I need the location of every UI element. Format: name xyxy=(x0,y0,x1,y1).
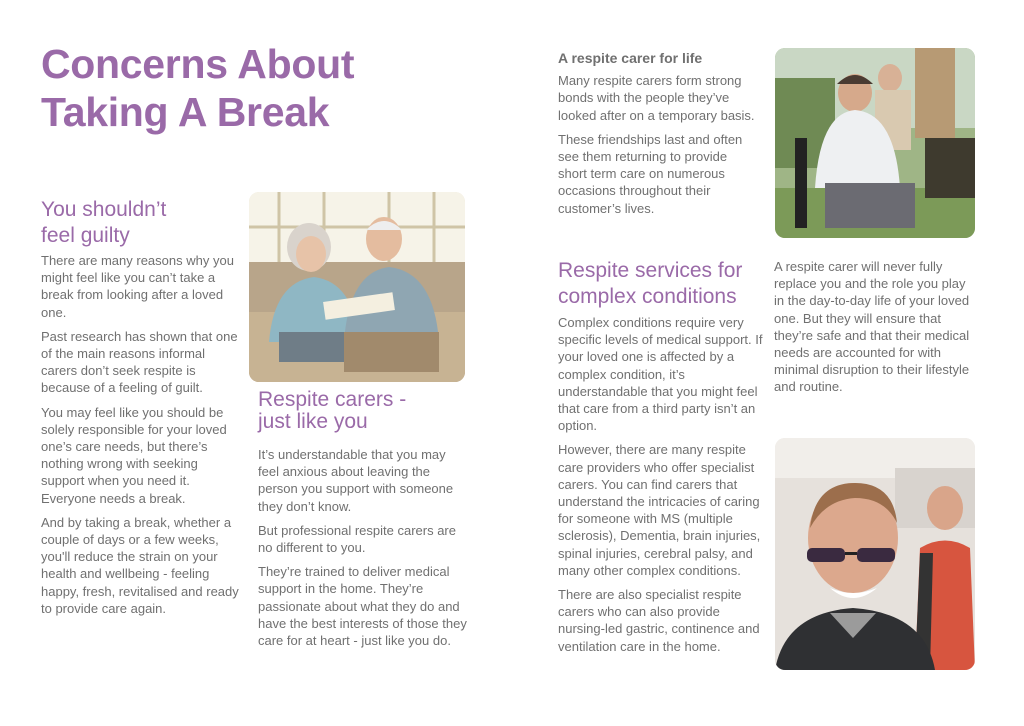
complex-heading-line-1: Respite services for xyxy=(558,259,743,282)
wheelchair-photo xyxy=(775,48,975,238)
page-title-line-1: Concerns About xyxy=(41,41,355,87)
paragraph: Complex conditions require very specific levels of medical support. If your loved one is affected by a complex condition, it’s understandable that you might feel that care from a third party isn’t an option. xyxy=(558,315,763,434)
paragraph: However, there are many respite care providers who offer specialist carers. You can find carers that understand the intricacies of caring for someone with MS (multiple sclerosis), Dementia, brain injuries, spinal injuries, cerebral palsy, and many other complex conditions. xyxy=(558,442,761,578)
guilt-heading-line-2: feel guilty xyxy=(41,224,130,247)
paragraph: Past research has shown that one of the main reasons informal carers don’t seek respite is because of a feeling of guilt. xyxy=(41,328,238,396)
page-title xyxy=(41,40,421,136)
complex-heading-line-2: complex conditions xyxy=(558,285,737,308)
paragraph: It’s understandable that you may feel anxious about leaving the person you support with someone they don’t know. xyxy=(258,447,454,514)
guilt-heading-line-1: You shouldn’t xyxy=(41,198,167,221)
carers-text xyxy=(258,446,468,656)
paragraph: Many respite carers form strong bonds with the people they’ve looked after on a temporary basis. xyxy=(558,73,755,123)
paragraph: There are many reasons why you might feel like you can’t take a break from looking after a loved one. xyxy=(41,253,234,320)
carers-heading-line-2: just like you xyxy=(258,410,368,433)
paragraph: You may feel like you should be solely responsible for your loved one’s care needs, but there’s nothing wrong with seeking support when you need it. Everyone needs a break. xyxy=(41,404,227,506)
carer-for-life-heading: A respite carer for life xyxy=(558,50,703,66)
paragraph: There are also specialist respite carers who can also provide nursing-led gastric, continence and ventilation care in the home. xyxy=(558,587,760,654)
guilt-heading xyxy=(41,197,241,249)
carer-for-life-section xyxy=(558,50,758,224)
paragraph: But professional respite carers are no different to you. xyxy=(258,522,456,556)
elderly-couple-photo xyxy=(249,192,465,382)
complex-heading xyxy=(558,258,768,310)
paragraph: These friendships last and often see them returning to provide short term care on numerous occasions throughout their customer’s lives. xyxy=(558,131,743,216)
paragraph: A respite carer will never fully replace you and the role you play in the day-to-day life of your loved one. But they will ensure that they’re safe and that their medical needs are accounted for with minimal disruption to their lifestyle and routine. xyxy=(774,259,970,395)
smiling-man-photo xyxy=(775,438,975,670)
complex-text xyxy=(558,314,763,662)
guilt-text xyxy=(41,252,244,624)
paragraph: And by taking a break, whether a couple of days or a few weeks, you'll reduce the strain on your health and wellbeing - feeling happy, fresh, revitalised and ready to provide care again. xyxy=(41,514,239,616)
page-title-line-2: Taking A Break xyxy=(41,89,330,135)
carers-heading xyxy=(258,389,468,433)
never-replace-text xyxy=(774,258,979,403)
carers-heading-line-1: Respite carers - xyxy=(258,388,407,411)
paragraph: They’re trained to deliver medical support in the home. They’re passionate about what they do and have the best interests of those they care for at heart - just like you do. xyxy=(258,564,467,649)
